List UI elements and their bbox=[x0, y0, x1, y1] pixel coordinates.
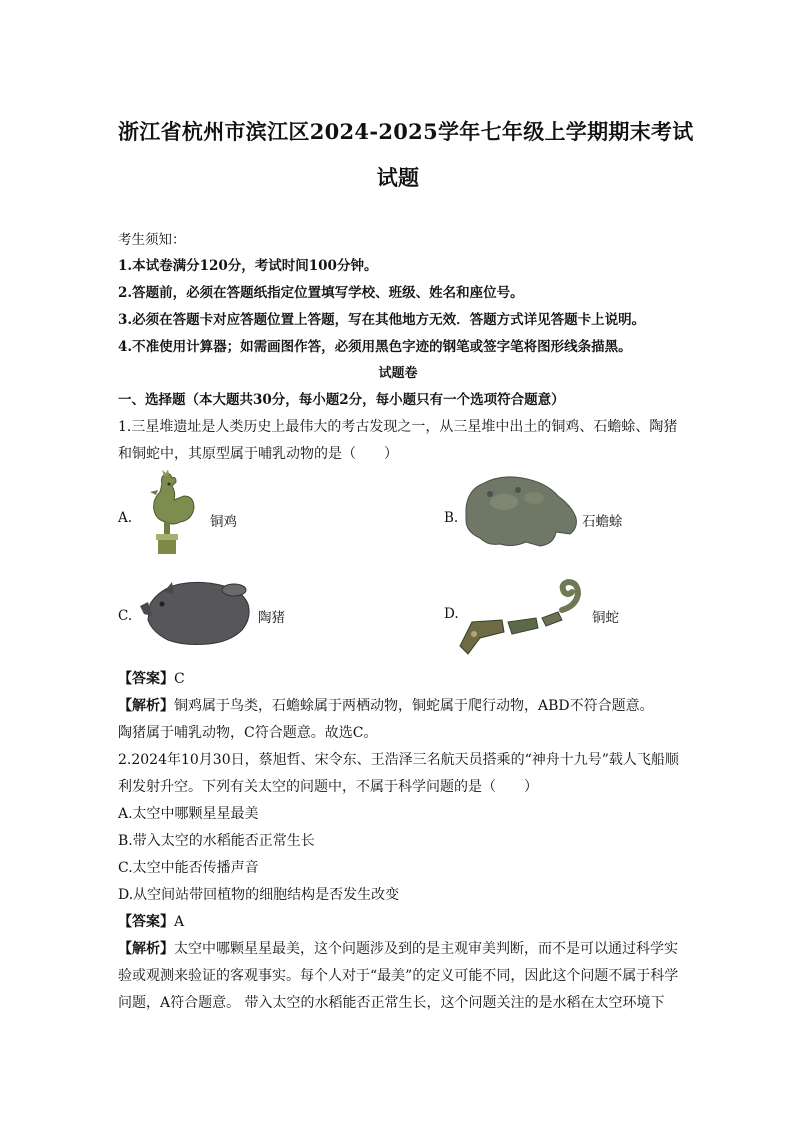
q2-option-b: B.带入太空的水稻能否正常生长 bbox=[118, 833, 315, 849]
q2-stem-line2: 利发射升空。下列有关太空的问题中，不属于科学问题的是（ ） bbox=[118, 779, 538, 795]
part-title: 一、选择题（本大题共30分，每小题2分，每小题只有一个选项符合题意） bbox=[118, 392, 565, 408]
q2-analysis-line3: 问题，A符合题意。 带入太空的水稻能否正常生长，这个问题关注的是水稻在太空环境下 bbox=[118, 995, 665, 1011]
q2-analysis-text1: 太空中哪颗星星最美，这个问题涉及到的是主观审美判断，而不是可以通过科学实 bbox=[174, 941, 678, 957]
stone-toad-image bbox=[460, 472, 580, 552]
doc-title-line1: 浙江省杭州市滨江区2024-2025学年七年级上学期期末考试 bbox=[118, 119, 694, 144]
doc-title-line2: 试题 bbox=[376, 165, 420, 190]
notice-item-3: 3.必须在答题卡对应答题位置上答题，写在其他地方无效．答题方式详见答题卡上说明。 bbox=[118, 312, 646, 328]
q2-option-d: D.从空间站带回植物的细胞结构是否发生改变 bbox=[118, 887, 400, 903]
q2-analysis-line1 bbox=[118, 938, 678, 958]
q2-answer bbox=[118, 911, 184, 931]
q1-answer bbox=[118, 668, 185, 688]
q1-option-b-letter: B. bbox=[444, 510, 459, 526]
q2-option-a: A.太空中哪颗星星最美 bbox=[118, 806, 259, 822]
section-title: 试题卷 bbox=[378, 366, 418, 381]
bronze-snake-image bbox=[458, 576, 590, 656]
q1-option-d-letter: D. bbox=[444, 606, 459, 622]
q1-analysis-line1 bbox=[118, 695, 654, 715]
q1-option-a-name: 铜鸡 bbox=[210, 514, 237, 530]
q1-option-a-letter: A. bbox=[118, 510, 133, 526]
q1-option-c-letter: C. bbox=[118, 608, 133, 624]
q1-answer-tag: 【答案】 bbox=[118, 671, 174, 687]
notice-item-4: 4.不准使用计算器；如需画图作答，必须用黑色字迹的钢笔或签字笔将图形线条描黑。 bbox=[118, 339, 632, 355]
q2-answer-value: A bbox=[174, 914, 185, 930]
bronze-rooster-image bbox=[136, 470, 198, 558]
notice-item-1: 1.本试卷满分120分，考试时间100分钟。 bbox=[118, 258, 378, 274]
q1-analysis-tag: 【解析】 bbox=[118, 698, 174, 714]
notice-header: 考生须知： bbox=[118, 232, 186, 248]
notice-item-2: 2.答题前，必须在答题纸指定位置填写学校、班级、姓名和座位号。 bbox=[118, 285, 524, 301]
q1-analysis-text1: 铜鸡属于鸟类，石蟾蜍属于两栖动物，铜蛇属于爬行动物，ABD不符合题意。 bbox=[174, 698, 654, 714]
q2-stem-line1: 2.2024年10月30日，蔡旭哲、宋令东、王浩泽三名航天员搭乘的“神舟十九号”载人飞船顺 bbox=[118, 752, 679, 768]
q1-option-c-name: 陶猪 bbox=[258, 610, 285, 626]
q2-option-c: C.太空中能否传播声音 bbox=[118, 860, 259, 876]
q1-stem-line2: 和铜蛇中，其原型属于哺乳动物的是（ ） bbox=[118, 446, 398, 462]
q1-option-b-name: 石蟾蜍 bbox=[582, 514, 623, 530]
q2-answer-tag: 【答案】 bbox=[118, 914, 174, 930]
pottery-pig-image bbox=[138, 574, 256, 648]
q2-analysis-line2: 验或观测来验证的客观事实。每个人对于“最美”的定义可能不同，因此这个问题不属于科学 bbox=[118, 968, 679, 984]
q1-option-d-name: 铜蛇 bbox=[592, 610, 619, 626]
q1-analysis-line2: 陶猪属于哺乳动物，C符合题意。故选C。 bbox=[118, 725, 378, 741]
q1-answer-value: C bbox=[174, 671, 185, 687]
q1-stem-line1: 1.三星堆遗址是人类历史上最伟大的考古发现之一，从三星堆中出土的铜鸡、石蟾蜍、陶猪 bbox=[118, 419, 678, 435]
q2-analysis-tag: 【解析】 bbox=[118, 941, 174, 957]
